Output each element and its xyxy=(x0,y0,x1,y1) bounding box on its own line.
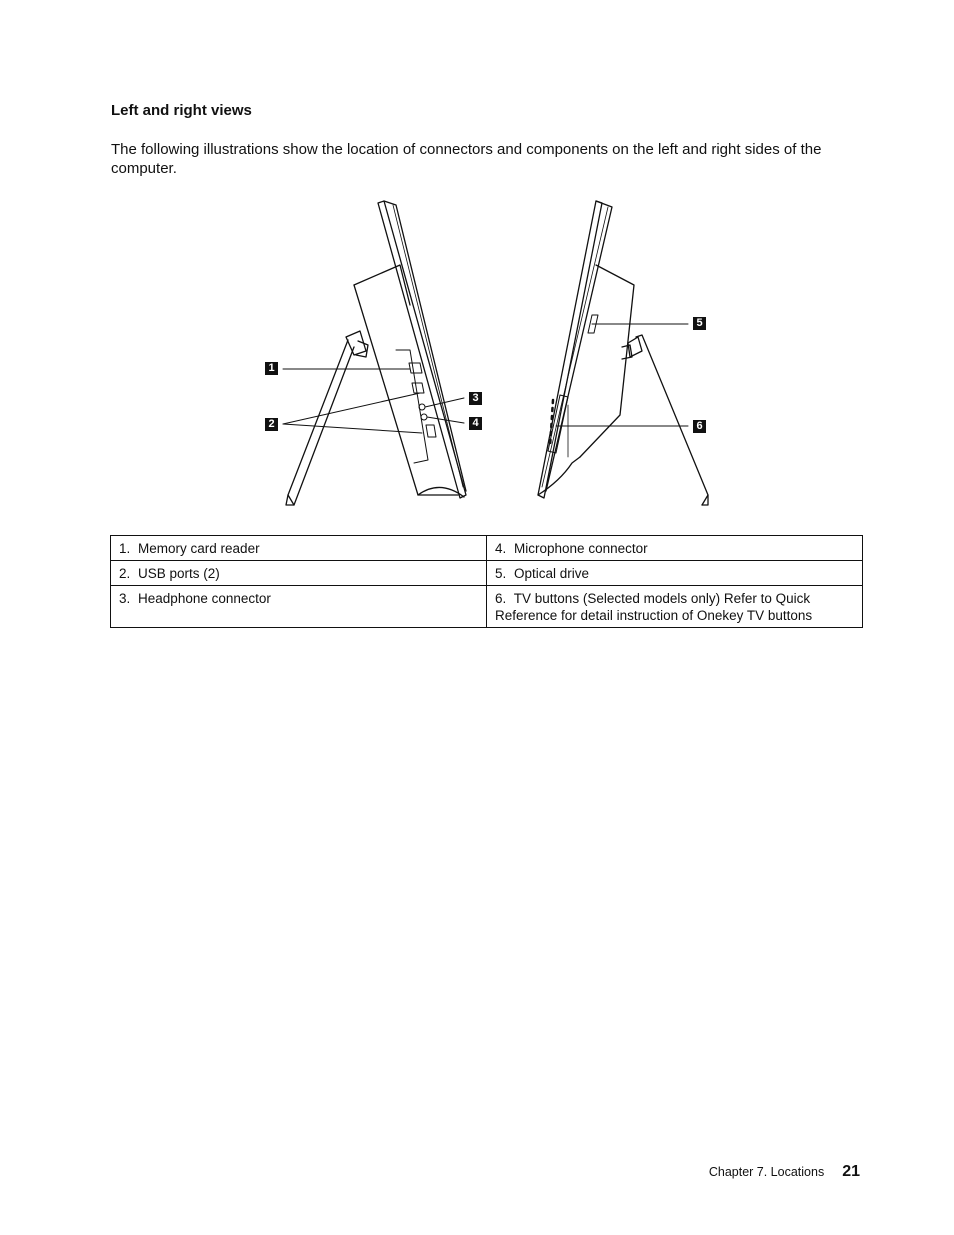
computer-side-views-illustration xyxy=(250,195,730,515)
legend-number: 3. xyxy=(119,591,131,606)
page-number: 21 xyxy=(842,1163,860,1180)
table-row xyxy=(111,561,863,586)
legend-cell xyxy=(487,536,863,561)
callout-3: 3 xyxy=(469,392,482,405)
legend-cell xyxy=(111,536,487,561)
legend-text: Microphone connector xyxy=(514,541,648,556)
table-row xyxy=(111,586,863,628)
callout-5: 5 xyxy=(693,317,706,330)
section-heading: Left and right views xyxy=(111,102,252,119)
legend-text: Optical drive xyxy=(514,566,590,581)
legend-text: TV buttons (Selected models only) Refer to Quick Reference for detail instruction of Onekey TV buttons xyxy=(495,591,813,623)
legend-number: 6. xyxy=(495,591,507,606)
left-side-view xyxy=(283,201,466,505)
table-row xyxy=(111,536,863,561)
callout-2: 2 xyxy=(265,418,278,431)
component-legend-table xyxy=(110,535,863,628)
right-side-view xyxy=(538,201,708,505)
page-footer xyxy=(709,1163,860,1181)
legend-cell xyxy=(111,586,487,628)
legend-number: 1. xyxy=(119,541,131,556)
intro-paragraph: The following illustrations show the location of connectors and components on the left and right sides of the computer. xyxy=(111,141,822,177)
legend-text: Memory card reader xyxy=(138,541,260,556)
legend-number: 4. xyxy=(495,541,507,556)
chapter-label: Chapter 7. Locations xyxy=(708,1165,825,1179)
legend-cell xyxy=(111,561,487,586)
callout-4: 4 xyxy=(469,417,482,430)
legend-number: 5. xyxy=(495,566,507,581)
legend-text: Headphone connector xyxy=(138,591,271,606)
legend-cell xyxy=(487,586,863,628)
left-right-views-figure xyxy=(250,195,730,520)
legend-cell xyxy=(487,561,863,586)
callout-1: 1 xyxy=(265,362,278,375)
callout-6: 6 xyxy=(693,420,706,433)
legend-text: USB ports (2) xyxy=(138,566,220,581)
legend-number: 2. xyxy=(119,566,131,581)
